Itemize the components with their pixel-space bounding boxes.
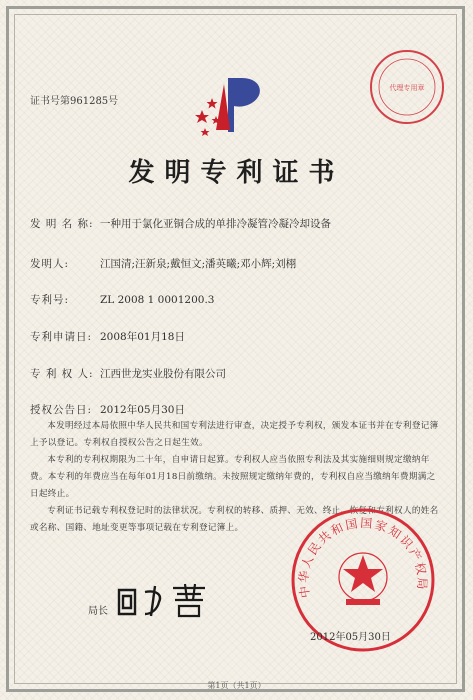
patentee-label: 专 利 权 人:	[30, 368, 94, 380]
page-footer: 第1页（共1页）	[207, 681, 266, 690]
patent-number-row	[30, 292, 214, 307]
director-signature	[115, 580, 225, 620]
grant-date-row	[30, 402, 185, 417]
inventor-row	[30, 256, 296, 271]
certificate-title: 发明专利证书	[128, 158, 345, 188]
official-seal-lettering: 中华人民共和国国家知识产权局	[296, 515, 430, 599]
patent-number-value: ZL 2008 1 0001200.3	[100, 294, 215, 306]
patent-office-emblem	[190, 70, 280, 140]
star-icon	[343, 555, 383, 592]
patent-number-label: 专利号:	[30, 294, 70, 306]
inventor-label: 发明人:	[30, 258, 70, 270]
director-label: 局长	[88, 606, 108, 617]
body-paragraph: 本专利的专利权期限为二十年，自申请日起算。专利权人应当依照专利法及其实施细则规定缴纳年费。本专利的年费应当在每年01月18日前缴纳。未按照规定缴纳年费的，专利权自应当缴纳年费期满之日起终止。	[30, 455, 436, 499]
filing-date-label: 专利申请日:	[30, 331, 93, 343]
seal-date: 2012年05月30日	[310, 632, 391, 643]
agency-stamp	[368, 48, 446, 126]
agency-stamp-lettering: 代理专用章	[389, 84, 425, 92]
invention-name-row	[30, 216, 331, 231]
certificate-number: 证书号第961285号	[30, 96, 119, 107]
grant-date-label: 授权公告日:	[30, 404, 93, 416]
body-paragraph: 本发明经过本局依照中华人民共和国专利法进行审查，决定授予专利权，颁发本证书并在专利登记簿上予以登记。专利权自授权公告之日起生效。	[30, 421, 439, 448]
invention-name-value: 一种用于氯化亚铜合成的单排冷凝管冷凝冷却设备	[100, 218, 331, 230]
inventor-value: 江国清;汪新泉;戴恒文;潘英曦;邓小辉;刘栩	[100, 258, 297, 270]
invention-name-label: 发 明 名 称:	[30, 218, 94, 230]
filing-date-row	[30, 329, 185, 344]
patentee-value: 江西世龙实业股份有限公司	[100, 368, 226, 380]
body-paragraph: 专利证书记载专利权登记时的法律状况。专利权的转移、质押、无效、终止、恢复和专利权人的姓名或名称、国籍、地址变更等事项记载在专利登记簿上。	[30, 506, 439, 533]
grant-date-value: 2012年05月30日	[100, 404, 185, 416]
patentee-row	[30, 366, 226, 381]
filing-date-value: 2008年01月18日	[100, 331, 185, 343]
